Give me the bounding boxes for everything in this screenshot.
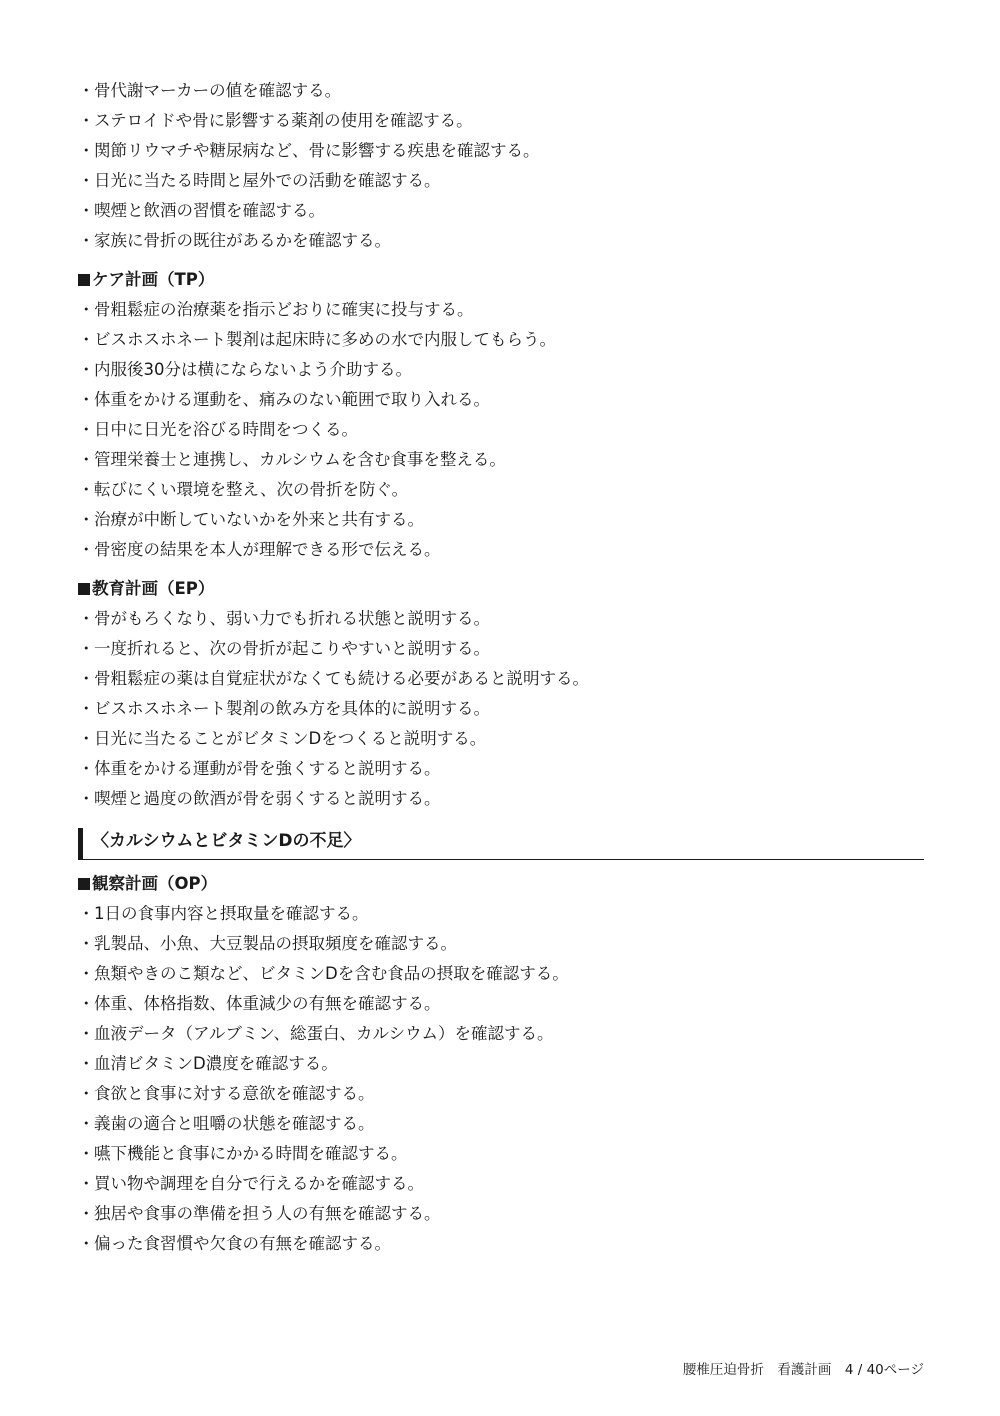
op-list-continued <box>78 76 924 256</box>
list-item: ・ 関節リウマチや糖尿病など、骨に影響する疾患を確認する。 <box>78 136 924 166</box>
list-item: ・ 体重をかける運動を、痛みのない範囲で取り入れる。 <box>78 385 924 415</box>
list-item: ・ ビスホスホネート製剤は起床時に多めの水で内服してもらう。 <box>78 325 924 355</box>
op-heading-text: 観察計画（OP） <box>92 874 218 893</box>
op-heading <box>78 869 924 899</box>
heading-bar-icon <box>78 828 83 859</box>
ep-heading-text: 教育計画（EP） <box>92 579 215 598</box>
list-item: ・ 骨代謝マーカーの値を確認する。 <box>78 76 924 106</box>
list-item: ・ 転びにくい環境を整え、次の骨折を防ぐ。 <box>78 475 924 505</box>
list-item: ・ 魚類やきのこ類など、ビタミンDを含む食品の摂取を確認する。 <box>78 959 924 989</box>
list-item: ・ 内服後30分は横にならないよう介助する。 <box>78 355 924 385</box>
list-item: ・ ビスホスホネート製剤の飲み方を具体的に説明する。 <box>78 694 924 724</box>
ep-heading <box>78 574 924 604</box>
list-item: ・ 家族に骨折の既往があるかを確認する。 <box>78 226 924 256</box>
list-item: ・ 食欲と食事に対する意欲を確認する。 <box>78 1079 924 1109</box>
list-item: ・ 喫煙と過度の飲酒が骨を弱くすると説明する。 <box>78 784 924 814</box>
list-item: ・ 喫煙と飲酒の習慣を確認する。 <box>78 196 924 226</box>
tp-list <box>78 295 924 565</box>
document-page <box>78 76 924 1259</box>
section-heading <box>78 826 924 860</box>
list-item: ・ 偏った食習慣や欠食の有無を確認する。 <box>78 1229 924 1259</box>
list-item: ・ 血液データ（アルブミン、総蛋白、カルシウム）を確認する。 <box>78 1019 924 1049</box>
list-item: ・ 日光に当たる時間と屋外での活動を確認する。 <box>78 166 924 196</box>
ep-list <box>78 604 924 814</box>
list-item: ・ 骨がもろくなり、弱い力でも折れる状態と説明する。 <box>78 604 924 634</box>
list-item: ・ 買い物や調理を自分で行えるかを確認する。 <box>78 1169 924 1199</box>
list-item: ・ ステロイドや骨に影響する薬剤の使用を確認する。 <box>78 106 924 136</box>
list-item: ・ 血清ビタミンD濃度を確認する。 <box>78 1049 924 1079</box>
list-item: ・ 骨粗鬆症の薬は自覚症状がなくても続ける必要があると説明する。 <box>78 664 924 694</box>
list-item: ・ 日中に日光を浴びる時間をつくる。 <box>78 415 924 445</box>
square-bullet-icon <box>78 583 90 595</box>
tp-heading-text: ケア計画（TP） <box>92 270 215 289</box>
list-item: ・ 骨密度の結果を本人が理解できる形で伝える。 <box>78 535 924 565</box>
list-item: ・ 体重をかける運動が骨を強くすると説明する。 <box>78 754 924 784</box>
list-item: ・ 治療が中断していないかを外来と共有する。 <box>78 505 924 535</box>
list-item: ・ 嚥下機能と食事にかかる時間を確認する。 <box>78 1139 924 1169</box>
list-item: ・ 一度折れると、次の骨折が起こりやすいと説明する。 <box>78 634 924 664</box>
list-item: ・ 1日の食事内容と摂取量を確認する。 <box>78 899 924 929</box>
square-bullet-icon <box>78 878 90 890</box>
list-item: ・ 管理栄養士と連携し、カルシウムを含む食事を整える。 <box>78 445 924 475</box>
page-footer: 腰椎圧迫骨折 看護計画 4 / 40ページ <box>682 1362 924 1378</box>
section-title: 〈カルシウムとビタミンDの不足〉 <box>92 831 361 851</box>
list-item: ・ 義歯の適合と咀嚼の状態を確認する。 <box>78 1109 924 1139</box>
list-item: ・ 独居や食事の準備を担う人の有無を確認する。 <box>78 1199 924 1229</box>
list-item: ・ 骨粗鬆症の治療薬を指示どおりに確実に投与する。 <box>78 295 924 325</box>
square-bullet-icon <box>78 274 90 286</box>
list-item: ・ 体重、体格指数、体重減少の有無を確認する。 <box>78 989 924 1019</box>
tp-heading <box>78 265 924 295</box>
list-item: ・ 乳製品、小魚、大豆製品の摂取頻度を確認する。 <box>78 929 924 959</box>
op-list <box>78 899 924 1259</box>
list-item: ・ 日光に当たることがビタミンDをつくると説明する。 <box>78 724 924 754</box>
